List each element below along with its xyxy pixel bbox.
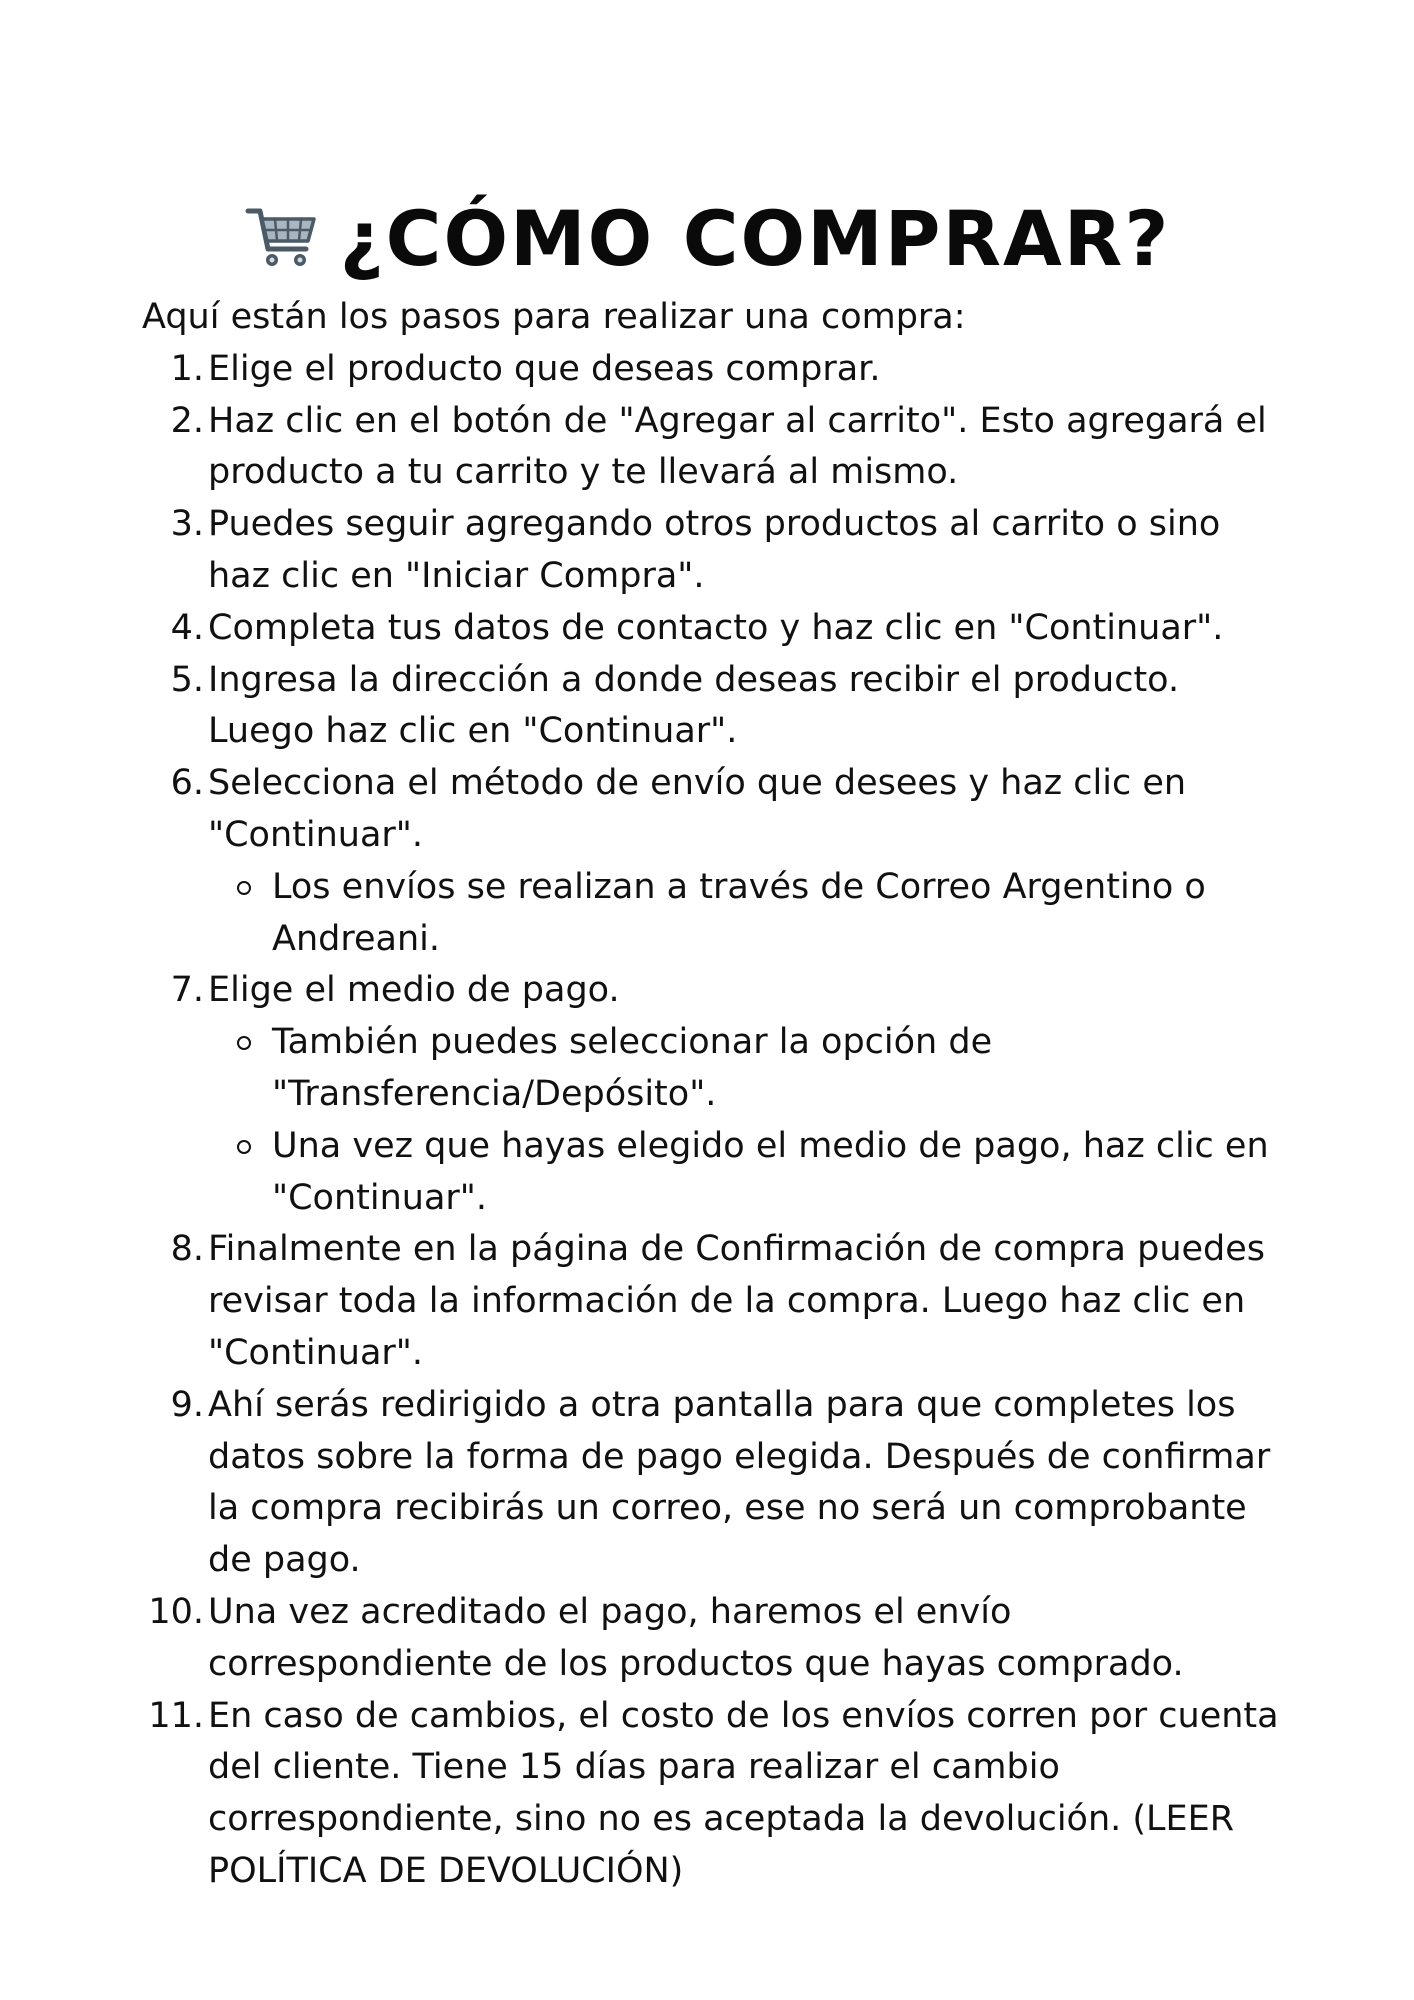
step-text: Haz clic en el botón de "Agregar al carrito". Esto agregará el producto a tu carrito y te llevará al mismo. [208,400,1267,493]
step-item [142,499,1292,603]
hollow-bullet-icon [237,1036,251,1050]
sub-list-item [272,1017,1292,1121]
step-text: Ahí serás redirigido a otra pantalla para que completes los datos sobre la forma de pago elegida. Después de confirmar la compra recibirás un correo, ese no será un comprobante de pago. [208,1384,1271,1581]
step-number: 3. [170,504,204,545]
step-item [142,344,1292,396]
step-number: 6. [170,763,204,804]
steps-list [142,344,1292,1898]
step-text: Elige el producto que deseas comprar. [208,348,881,389]
step-number: 1. [170,348,204,389]
content-body [142,292,1292,1898]
sub-list-item [272,862,1292,966]
page-title [0,191,1414,287]
intro-text: Aquí están los pasos para realizar una compra: [142,297,966,337]
step-item [142,1224,1292,1379]
sub-item-text: Los envíos se realizan a través de Correo Argentino o Andreani. [272,866,1206,959]
step-item [142,1691,1292,1898]
step-item [142,965,1292,1224]
step-number: 7. [170,970,204,1011]
shopping-cart-icon [244,197,320,273]
step-text: Finalmente en la página de Confirmación de compra puedes revisar toda la información de la compra. Luego haz clic en "Continuar". [208,1229,1266,1373]
step-text: En caso de cambios, el costo de los envíos corren por cuenta del cliente. Tiene 15 días para realizar el cambio correspondiente, sino no es aceptada la devolución. (LEER POLÍTICA DE DEVOLUCIÓN) [208,1695,1279,1891]
step-item [142,603,1292,655]
sub-list-item [272,1121,1292,1225]
step-item [142,1587,1292,1691]
step-number: 5. [170,659,204,700]
sub-item-text: Una vez que hayas elegido el medio de pago, haz clic en "Continuar". [272,1125,1269,1218]
step-text: Elige el medio de pago. [208,970,620,1011]
step-number: 4. [170,607,204,648]
step-text: Completa tus datos de contacto y haz clic en "Continuar". [208,607,1224,648]
step-item [142,1380,1292,1587]
step-item [142,655,1292,759]
step-text: Puedes seguir agregando otros productos al carrito o sino haz clic en "Iniciar Compra". [208,504,1221,596]
step-text: Una vez acreditado el pago, haremos el envío correspondiente de los productos que hayas comprado. [208,1591,1184,1684]
step-item [142,396,1292,500]
sub-list [208,862,1292,966]
step-number: 11. [148,1695,204,1736]
step-number: 8. [170,1229,204,1270]
sub-item-text: También puedes seleccionar la opción de "Transferencia/Depósito". [272,1022,993,1114]
step-number: 9. [170,1384,204,1425]
step-text: Selecciona el método de envío que desees y haz clic en "Continuar". [208,763,1187,855]
step-item [142,758,1292,965]
step-text: Ingresa la dirección a donde deseas recibir el producto. Luego haz clic en "Continuar". [208,659,1180,752]
sub-list [208,1017,1292,1224]
page-title-text: ¿CÓMO COMPRAR? [339,193,1171,283]
hollow-bullet-icon [237,881,251,895]
step-number: 2. [170,400,204,441]
step-number: 10. [148,1591,204,1632]
hollow-bullet-icon [237,1140,251,1154]
